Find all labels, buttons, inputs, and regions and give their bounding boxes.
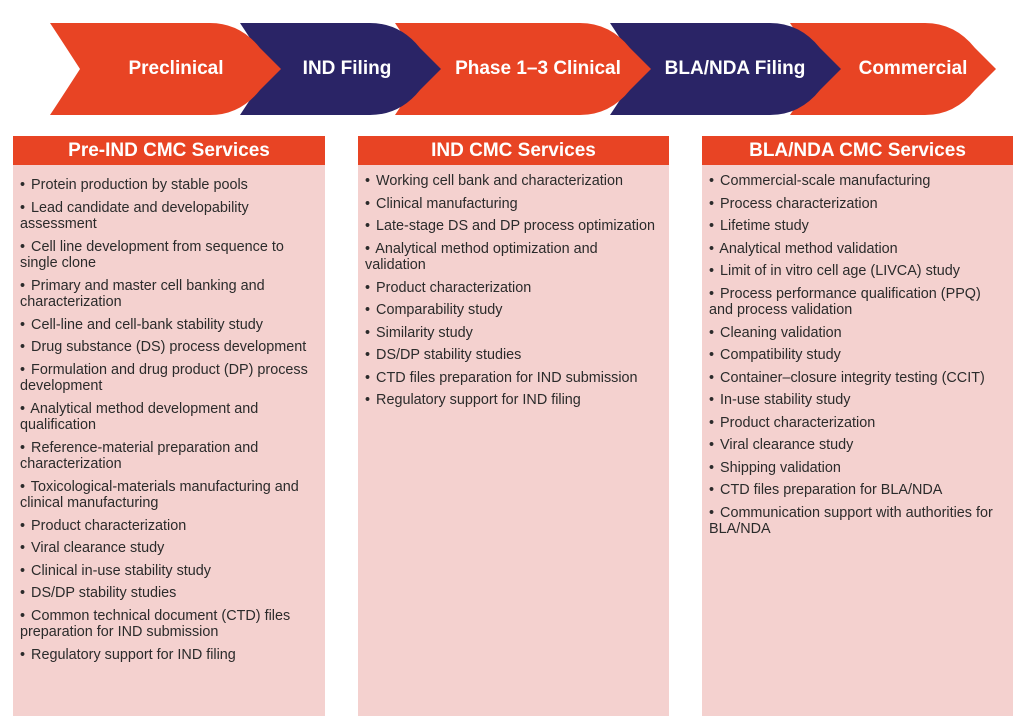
bullet-icon: •	[20, 646, 26, 663]
bullet-icon: •	[709, 392, 715, 408]
bullet-icon: •	[365, 302, 371, 318]
ind-services-panel	[358, 136, 669, 716]
service-list-item-text: Analytical method development and qualification	[20, 400, 259, 433]
service-list-item	[365, 302, 661, 319]
bullet-icon: •	[20, 585, 26, 601]
bullet-icon: •	[20, 339, 26, 355]
service-list-item-text: DS/DP stability studies	[376, 347, 522, 363]
service-list-item-text: Similarity study	[376, 324, 473, 341]
service-list-item	[20, 563, 317, 580]
bullet-icon: •	[709, 459, 715, 476]
service-list-item	[20, 608, 317, 641]
service-list-item-text: Commercial-scale manufacturing	[720, 173, 931, 189]
service-list-item-text: Compatibility study	[720, 347, 841, 363]
service-list-item-text: Reference-material preparation and characterization	[20, 439, 259, 472]
service-list-item-text: Cleaning validation	[720, 324, 842, 341]
service-list-item-text: Analytical method validation	[719, 240, 898, 257]
bullet-icon: •	[709, 414, 715, 431]
service-list-item	[365, 196, 661, 213]
service-list-item-text: Clinical manufacturing	[376, 195, 518, 212]
service-list-item	[709, 437, 1005, 454]
service-list-item-text: In-use stability study	[720, 392, 851, 408]
service-list-item-text: Product characterization	[720, 414, 876, 431]
service-list-item	[709, 263, 1005, 280]
service-list-item-text: Viral clearance study	[31, 540, 165, 556]
stage-label-phase-clinical: Phase 1–3 Clinical	[455, 58, 621, 79]
service-list-item	[365, 325, 661, 342]
bullet-icon: •	[20, 400, 26, 417]
bullet-icon: •	[709, 195, 715, 212]
service-list-item	[709, 196, 1005, 213]
service-list-item	[20, 200, 317, 233]
bullet-icon: •	[365, 347, 371, 363]
service-list-item-text: Communication support with authorities for BLA/NDA	[709, 504, 993, 537]
bullet-icon: •	[20, 238, 26, 255]
service-list-item	[709, 241, 1005, 258]
service-list-item	[20, 540, 317, 557]
service-list-item-text: Regulatory support for IND filing	[31, 646, 236, 663]
bullet-icon: •	[709, 218, 715, 234]
service-list-item-text: Drug substance (DS) process development	[31, 339, 307, 355]
stage-label-ind-filing: IND Filing	[302, 58, 392, 79]
service-list-item-text: Container–closure integrity testing (CCIT)	[720, 369, 985, 386]
ind-services-list	[358, 165, 669, 409]
bullet-icon: •	[365, 195, 371, 212]
service-list-item-text: Limit of in vitro cell age (LIVCA) study	[720, 263, 960, 279]
service-list-item-text: Primary and master cell banking and characterization	[20, 277, 265, 310]
bullet-icon: •	[365, 392, 371, 408]
bullet-icon: •	[20, 277, 26, 294]
service-list-item-text: Common technical document (CTD) files preparation for IND submission	[20, 607, 291, 640]
service-list-item-text: Lifetime study	[720, 218, 809, 234]
service-list-item-text: Protein production by stable pools	[31, 177, 248, 193]
service-list-item	[20, 239, 317, 272]
bullet-icon: •	[709, 504, 715, 521]
pre-ind-services-panel	[13, 136, 325, 716]
service-list-item	[20, 479, 317, 512]
service-list-item	[709, 173, 1005, 190]
service-list-item	[709, 460, 1005, 477]
bullet-icon: •	[20, 540, 26, 556]
service-list-item-text: Working cell bank and characterization	[376, 173, 623, 189]
service-list-item	[365, 173, 661, 190]
service-list-item-text: Viral clearance study	[720, 437, 854, 453]
bla-nda-services-panel	[702, 136, 1013, 716]
stage-label-commercial: Commercial	[858, 58, 968, 79]
pre-ind-services-title: Pre-IND CMC Services	[13, 136, 325, 165]
service-list-item	[709, 286, 1005, 319]
service-list-item-text: Formulation and drug product (DP) process development	[20, 361, 308, 394]
bullet-icon: •	[20, 316, 26, 333]
bullet-icon: •	[20, 361, 26, 378]
service-list-item-text: Clinical in-use stability study	[31, 562, 212, 579]
service-list-item-text: Process performance qualification (PPQ) and process validation	[709, 285, 981, 318]
bullet-icon: •	[20, 517, 26, 534]
service-list-item-text: Late-stage DS and DP process optimization	[376, 218, 655, 234]
bullet-icon: •	[20, 562, 26, 579]
bla-nda-services-title: BLA/NDA CMC Services	[702, 136, 1013, 165]
bullet-icon: •	[709, 263, 715, 279]
service-list-item	[365, 218, 661, 235]
service-list-item	[365, 392, 661, 409]
bullet-icon: •	[709, 482, 715, 498]
service-list-item-text: Cell-line and cell-bank stability study	[31, 316, 264, 333]
service-list-item-text: Comparability study	[376, 302, 503, 318]
service-list-item	[20, 317, 317, 334]
bla-nda-services-list	[702, 165, 1013, 538]
service-list-item-text: Cell line development from sequence to single clone	[20, 238, 284, 271]
service-list-item	[20, 401, 317, 434]
service-list-item-text: Analytical method optimization and validation	[365, 240, 598, 273]
bullet-icon: •	[709, 369, 715, 386]
bullet-icon: •	[365, 324, 371, 341]
service-list-item-text: CTD files preparation for IND submission	[376, 369, 638, 386]
service-list-item	[709, 392, 1005, 409]
service-list-item	[20, 362, 317, 395]
service-list-item	[20, 518, 317, 535]
bullet-icon: •	[709, 240, 715, 257]
bullet-icon: •	[365, 279, 371, 296]
service-list-item-text: Lead candidate and developability assessment	[20, 199, 249, 232]
service-list-item	[709, 370, 1005, 387]
service-list-item	[709, 415, 1005, 432]
service-list-item	[709, 347, 1005, 364]
bullet-icon: •	[365, 240, 371, 257]
service-list-item	[365, 280, 661, 297]
service-list-item	[20, 440, 317, 473]
bullet-icon: •	[365, 218, 371, 234]
ind-services-title: IND CMC Services	[358, 136, 669, 165]
service-list-item-text: Product characterization	[31, 517, 187, 534]
service-list-item-text: DS/DP stability studies	[31, 585, 177, 601]
bullet-icon: •	[20, 177, 26, 193]
service-list-item	[20, 339, 317, 356]
service-list-item	[365, 347, 661, 364]
service-list-item	[709, 325, 1005, 342]
service-list-item	[20, 585, 317, 602]
bullet-icon: •	[709, 324, 715, 341]
service-list-item	[709, 218, 1005, 235]
bullet-icon: •	[709, 437, 715, 453]
service-list-item-text: Shipping validation	[720, 459, 841, 476]
service-list-item-text: CTD files preparation for BLA/NDA	[720, 482, 943, 498]
pre-ind-services-list	[13, 165, 325, 663]
stage-label-bla-nda-filing: BLA/NDA Filing	[664, 58, 806, 79]
service-list-item	[20, 177, 317, 194]
bullet-icon: •	[709, 347, 715, 363]
service-list-item-text: Toxicological-materials manufacturing and clinical manufacturing	[20, 478, 299, 511]
service-list-item	[709, 505, 1005, 538]
bullet-icon: •	[20, 439, 26, 456]
service-list-item	[20, 278, 317, 311]
service-list-item-text: Process characterization	[720, 195, 878, 212]
bullet-icon: •	[365, 173, 371, 189]
service-list-item	[365, 241, 661, 274]
bullet-icon: •	[20, 199, 26, 216]
service-list-item-text: Product characterization	[376, 279, 532, 296]
bullet-icon: •	[365, 369, 371, 386]
service-list-item	[709, 482, 1005, 499]
bullet-icon: •	[709, 285, 715, 302]
bullet-icon: •	[20, 478, 26, 495]
bullet-icon: •	[709, 173, 715, 189]
service-list-item-text: Regulatory support for IND filing	[376, 392, 581, 408]
service-list-item	[365, 370, 661, 387]
stage-label-preclinical: Preclinical	[128, 58, 224, 79]
service-list-item	[20, 647, 317, 664]
bullet-icon: •	[20, 607, 26, 624]
